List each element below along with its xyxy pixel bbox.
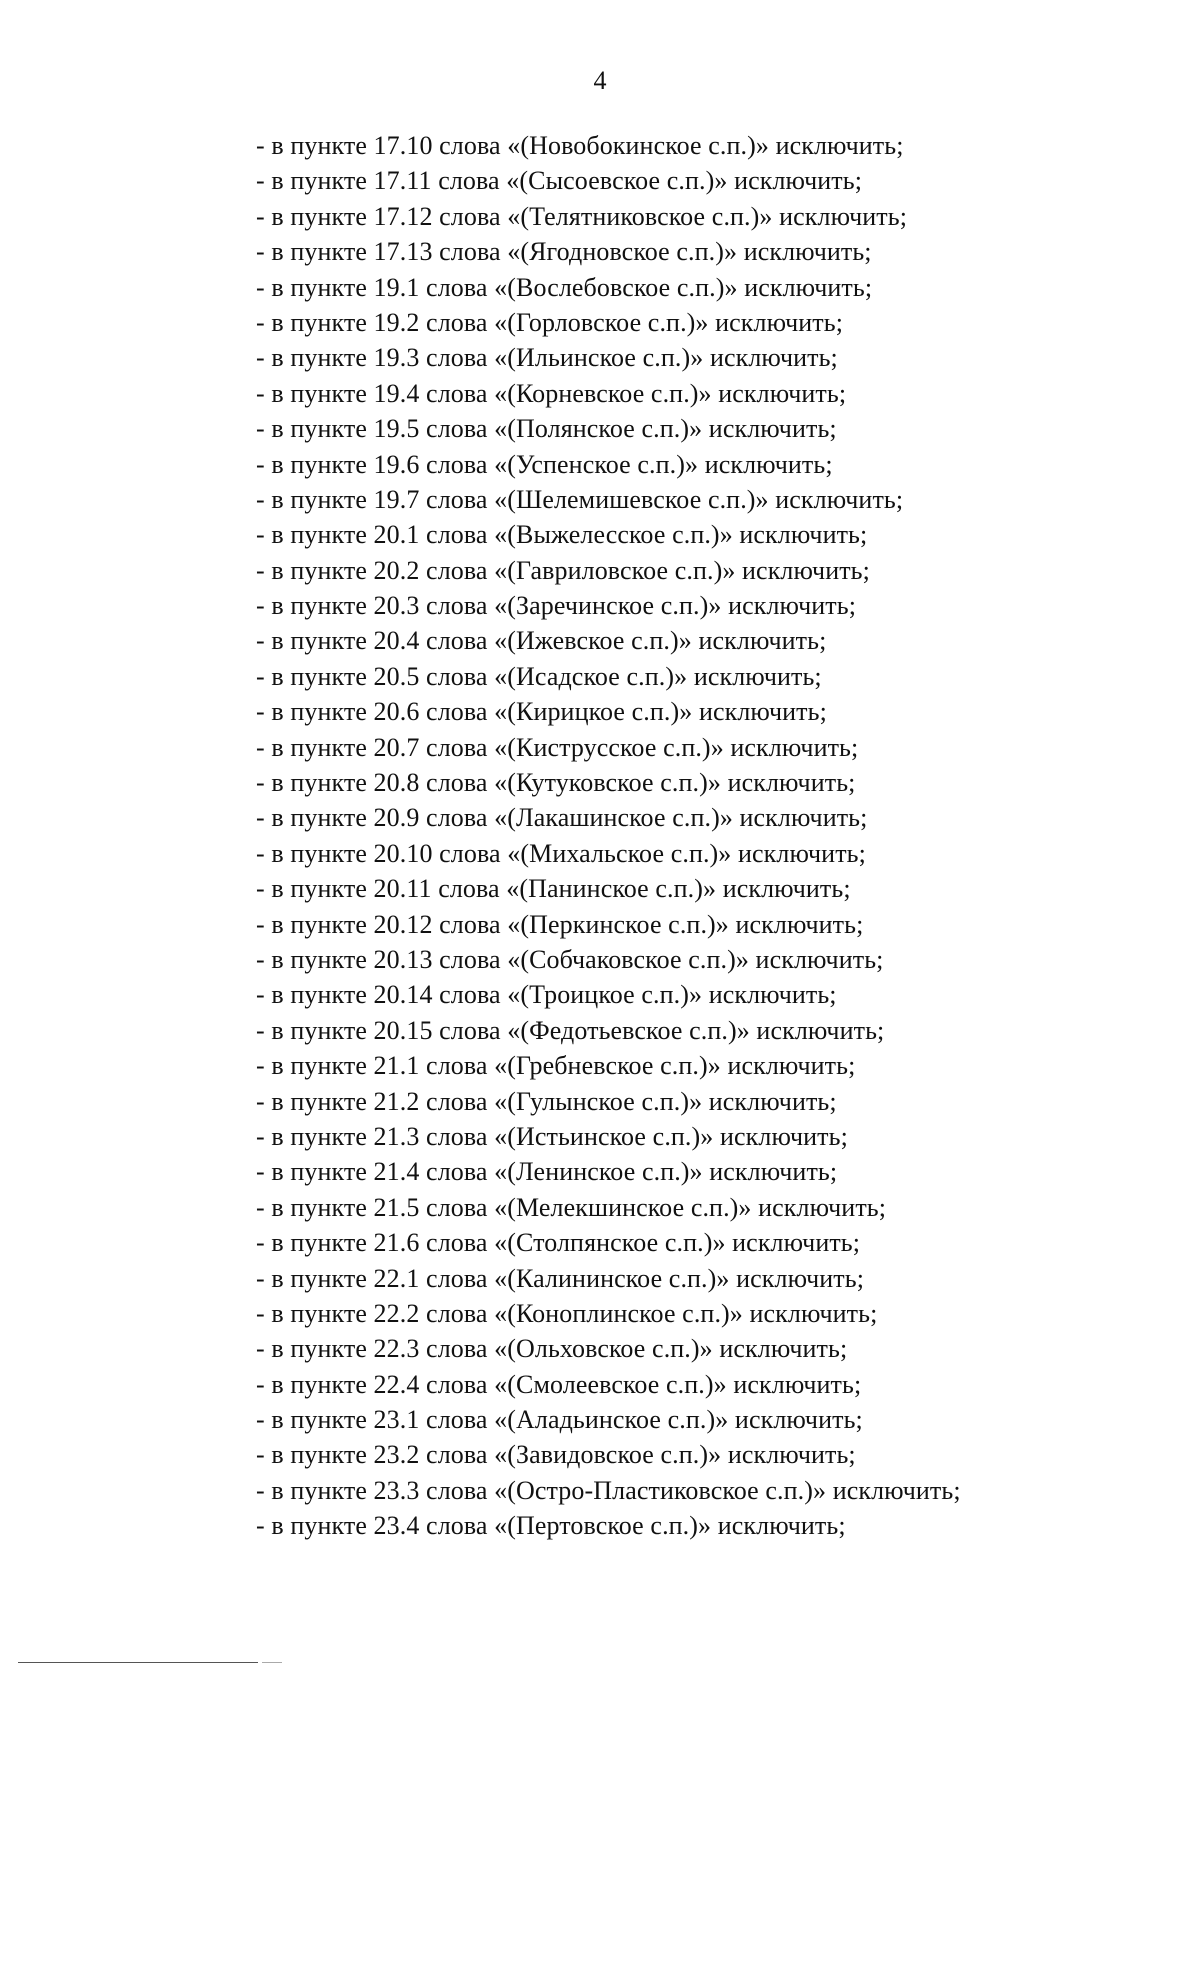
amendment-line: - в пункте 17.12 слова «(Телятниковское с.п.)» исключить; bbox=[256, 201, 908, 231]
amendment-line: - в пункте 21.2 слова «(Гулынское с.п.)» исключить; bbox=[256, 1086, 837, 1116]
footnote-divider-tail bbox=[262, 1662, 282, 1663]
amendment-line: - в пункте 23.2 слова «(Завидовское с.п.)» исключить; bbox=[256, 1440, 856, 1470]
amendment-line: - в пункте 17.13 слова «(Ягодновское с.п.)» исключить; bbox=[256, 237, 872, 267]
amendment-line: - в пункте 23.3 слова «(Остро-Пластиковское с.п.)» исключить; bbox=[256, 1475, 961, 1505]
amendment-line: - в пункте 21.6 слова «(Столпянское с.п.)» исключить; bbox=[256, 1228, 861, 1258]
amendment-line: - в пункте 20.2 слова «(Гавриловское с.п.)» исключить; bbox=[256, 555, 870, 585]
amendment-line: - в пункте 20.12 слова «(Перкинское с.п.)» исключить; bbox=[256, 909, 864, 939]
amendment-line: - в пункте 20.15 слова «(Федотьевское с.п.)» исключить; bbox=[256, 1015, 885, 1045]
amendment-line: - в пункте 21.5 слова «(Мелекшинское с.п.)» исключить; bbox=[256, 1192, 887, 1222]
amendment-line: - в пункте 20.1 слова «(Выжелесское с.п.)» исключить; bbox=[256, 520, 868, 550]
amendment-line: - в пункте 19.5 слова «(Полянское с.п.)» исключить; bbox=[256, 414, 837, 444]
amendment-line: - в пункте 19.3 слова «(Ильинское с.п.)» исключить; bbox=[256, 343, 838, 373]
amendment-line: - в пункте 20.13 слова «(Собчаковское с.п.)» исключить; bbox=[256, 944, 884, 974]
amendment-line: - в пункте 19.7 слова «(Шелемишевское с.п.)» исключить; bbox=[256, 484, 904, 514]
amendment-line: - в пункте 19.2 слова «(Горловское с.п.)» исключить; bbox=[256, 307, 844, 337]
amendment-line: - в пункте 23.1 слова «(Аладьинское с.п.)» исключить; bbox=[256, 1405, 863, 1435]
amendment-line: - в пункте 20.8 слова «(Кутуковское с.п.)» исключить; bbox=[256, 768, 856, 798]
footnote-divider bbox=[18, 1662, 258, 1663]
amendment-line: - в пункте 22.1 слова «(Калининское с.п.)» исключить; bbox=[256, 1263, 865, 1293]
amendment-line: - в пункте 20.4 слова «(Ижевское с.п.)» исключить; bbox=[256, 626, 827, 656]
amendment-line: - в пункте 20.6 слова «(Кирицкое с.п.)» исключить; bbox=[256, 697, 827, 727]
amendment-line: - в пункте 20.14 слова «(Троицкое с.п.)» исключить; bbox=[256, 980, 837, 1010]
amendment-line: - в пункте 23.4 слова «(Пертовское с.п.)» исключить; bbox=[256, 1511, 846, 1541]
amendment-line: - в пункте 17.11 слова «(Сысоевское с.п.)» исключить; bbox=[256, 166, 863, 196]
amendment-line: - в пункте 20.3 слова «(Заречинское с.п.)» исключить; bbox=[256, 591, 857, 621]
amendment-line: - в пункте 22.3 слова «(Ольховское с.п.)» исключить; bbox=[256, 1334, 848, 1364]
amendment-line: - в пункте 20.10 слова «(Михальское с.п.)» исключить; bbox=[256, 838, 866, 868]
amendment-line: - в пункте 21.4 слова «(Ленинское с.п.)» исключить; bbox=[256, 1157, 838, 1187]
amendment-line: - в пункте 20.11 слова «(Панинское с.п.)» исключить; bbox=[256, 874, 851, 904]
amendment-line: - в пункте 20.9 слова «(Лакашинское с.п.)» исключить; bbox=[256, 803, 868, 833]
amendment-line: - в пункте 20.5 слова «(Исадское с.п.)» исключить; bbox=[256, 661, 822, 691]
amendment-line: - в пункте 20.7 слова «(Киструсское с.п.)» исключить; bbox=[256, 732, 859, 762]
page-number: 4 bbox=[593, 66, 607, 95]
amendment-line: - в пункте 22.4 слова «(Смолеевское с.п.)» исключить; bbox=[256, 1369, 862, 1399]
amendment-line: - в пункте 17.10 слова «(Новобокинское с.п.)» исключить; bbox=[256, 131, 904, 160]
amendment-list bbox=[256, 128, 1136, 1544]
amendment-line: - в пункте 19.4 слова «(Корневское с.п.)» исключить; bbox=[256, 378, 847, 408]
amendment-line: - в пункте 19.6 слова «(Успенское с.п.)» исключить; bbox=[256, 449, 833, 479]
amendment-line: - в пункте 21.1 слова «(Гребневское с.п.)» исключить; bbox=[256, 1051, 856, 1081]
amendment-line: - в пункте 22.2 слова «(Коноплинское с.п.)» исключить; bbox=[256, 1298, 878, 1328]
amendment-line: - в пункте 19.1 слова «(Вослебовское с.п.)» исключить; bbox=[256, 272, 873, 302]
amendment-line: - в пункте 21.3 слова «(Истьинское с.п.)» исключить; bbox=[256, 1121, 848, 1151]
